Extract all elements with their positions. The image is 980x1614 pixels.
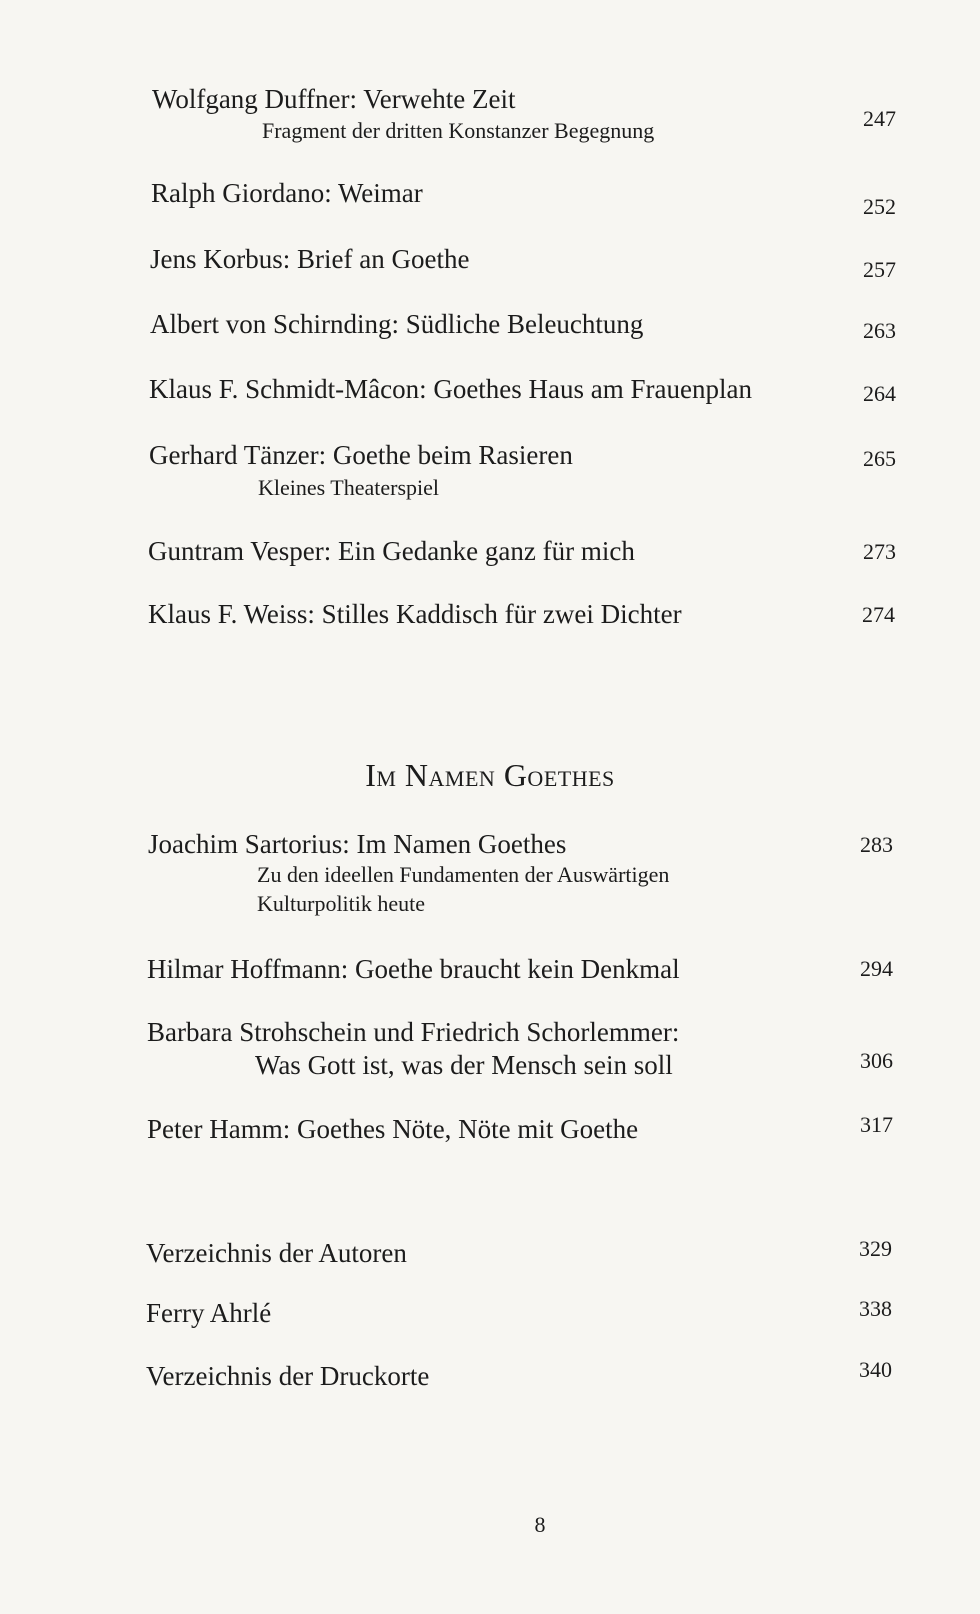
entry-page-number: 265 xyxy=(863,446,896,471)
section-heading: Im Namen Goethes xyxy=(365,757,615,793)
entry-subtitle: Zu den ideellen Fundamenten der Auswärtigen xyxy=(257,862,670,887)
entry-title: Barbara Strohschein und Friedrich Schorlemmer: xyxy=(147,1017,680,1047)
entry-page-number: 283 xyxy=(860,832,893,857)
entry-title: Gerhard Tänzer: Goethe beim Rasieren xyxy=(149,440,573,470)
entry-title: Peter Hamm: Goethes Nöte, Nöte mit Goethe xyxy=(147,1114,639,1144)
entry-subtitle: Kulturpolitik heute xyxy=(257,891,426,916)
entry-title: Hilmar Hoffmann: Goethe braucht kein Denkmal xyxy=(147,954,680,984)
entry-page-number: 247 xyxy=(863,106,896,131)
entry-title: Verzeichnis der Druckorte xyxy=(146,1361,430,1391)
entry-title: Verzeichnis der Autoren xyxy=(146,1238,407,1268)
entry-subtitle: Fragment der dritten Konstanzer Begegnung xyxy=(262,118,655,143)
entry-page-number: 294 xyxy=(860,956,893,981)
entry-page-number: 257 xyxy=(863,257,896,282)
page-number: 8 xyxy=(534,1512,546,1537)
entry-title: Guntram Vesper: Ein Gedanke ganz für mich xyxy=(148,536,635,566)
entry-subtitle: Kleines Theaterspiel xyxy=(258,475,440,500)
entry-page-number: 338 xyxy=(859,1296,892,1321)
entry-title: Jens Korbus: Brief an Goethe xyxy=(150,244,470,274)
entry-page-number: 264 xyxy=(863,381,896,406)
entry-page-number: 274 xyxy=(862,602,895,627)
entry-title: Wolfgang Duffner: Verwehte Zeit xyxy=(152,84,516,114)
entry-page-number: 306 xyxy=(860,1048,893,1073)
entry-page-number: 329 xyxy=(859,1236,892,1261)
entry-title: Joachim Sartorius: Im Namen Goethes xyxy=(148,829,567,859)
entry-subtitle: Was Gott ist, was der Mensch sein soll xyxy=(255,1050,673,1080)
entry-page-number: 273 xyxy=(863,539,896,564)
entry-title: Ralph Giordano: Weimar xyxy=(151,178,423,208)
entry-title: Albert von Schirnding: Südliche Beleuchtung xyxy=(150,309,644,339)
entry-title: Klaus F. Weiss: Stilles Kaddisch für zwei Dichter xyxy=(148,599,682,629)
entry-page-number: 263 xyxy=(863,318,896,343)
entry-page-number: 252 xyxy=(863,194,896,219)
entry-page-number: 317 xyxy=(860,1112,893,1137)
entry-page-number: 340 xyxy=(859,1357,892,1382)
entry-title: Klaus F. Schmidt-Mâcon: Goethes Haus am Frauenplan xyxy=(149,374,752,404)
entry-title: Ferry Ahrlé xyxy=(146,1298,272,1328)
